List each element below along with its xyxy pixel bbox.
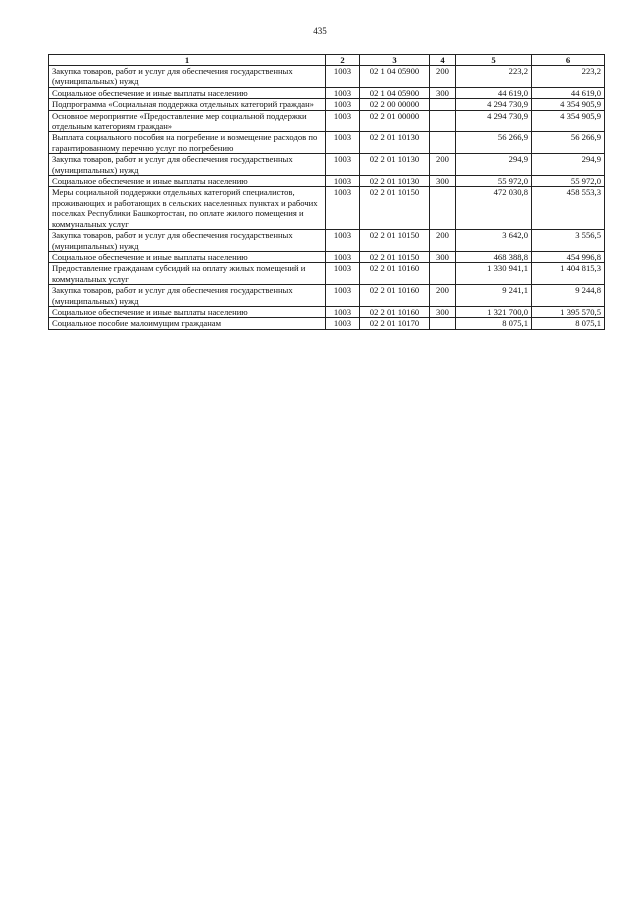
row-value-year1: 472 030,8 xyxy=(456,187,532,230)
row-code: 02 2 01 10160 xyxy=(360,306,430,317)
row-type: 300 xyxy=(430,306,456,317)
row-name: Выплата социального пособия на погребение и возмещение расходов по гарантированному перечню услуг по погребению xyxy=(49,132,326,154)
table-row xyxy=(49,251,605,262)
table-header-row xyxy=(49,55,605,66)
row-value-year2: 44 619,0 xyxy=(532,87,605,98)
table-row xyxy=(49,99,605,110)
row-type: 200 xyxy=(430,285,456,307)
column-header-3: 3 xyxy=(360,55,430,66)
row-type xyxy=(430,132,456,154)
row-name: Меры социальной поддержки отдельных категорий специалистов, проживающих и работающих в сельских населенных пунктах и рабочих поселках Республики Башкортостан, по оплате жилого помещения и коммунальных услуг xyxy=(49,187,326,230)
row-section: 1003 xyxy=(326,99,360,110)
column-header-4: 4 xyxy=(430,55,456,66)
row-code: 02 2 01 10130 xyxy=(360,132,430,154)
row-code: 02 2 01 10150 xyxy=(360,251,430,262)
row-section: 1003 xyxy=(326,87,360,98)
row-value-year2: 8 075,1 xyxy=(532,318,605,329)
row-section: 1003 xyxy=(326,66,360,88)
row-value-year1: 223,2 xyxy=(456,66,532,88)
row-section: 1003 xyxy=(326,318,360,329)
row-section: 1003 xyxy=(326,110,360,132)
row-code: 02 2 01 10170 xyxy=(360,318,430,329)
row-name: Основное мероприятие «Предоставление мер социальной поддержки отдельным категориям граждан» xyxy=(49,110,326,132)
row-code: 02 2 00 00000 xyxy=(360,99,430,110)
table-row xyxy=(49,263,605,285)
table-row xyxy=(49,187,605,230)
row-value-year2: 9 244,8 xyxy=(532,285,605,307)
page-number: 435 xyxy=(313,26,327,36)
row-value-year1: 3 642,0 xyxy=(456,230,532,252)
table-row xyxy=(49,176,605,187)
row-code: 02 1 04 05900 xyxy=(360,66,430,88)
row-section: 1003 xyxy=(326,251,360,262)
row-type xyxy=(430,318,456,329)
row-code: 02 2 01 10150 xyxy=(360,230,430,252)
row-value-year1: 55 972,0 xyxy=(456,176,532,187)
row-value-year1: 1 321 700,0 xyxy=(456,306,532,317)
row-section: 1003 xyxy=(326,230,360,252)
row-section: 1003 xyxy=(326,132,360,154)
row-value-year2: 1 404 815,3 xyxy=(532,263,605,285)
row-value-year2: 56 266,9 xyxy=(532,132,605,154)
row-code: 02 2 01 10160 xyxy=(360,285,430,307)
table-row xyxy=(49,230,605,252)
row-value-year1: 44 619,0 xyxy=(456,87,532,98)
table-row xyxy=(49,285,605,307)
row-value-year2: 454 996,8 xyxy=(532,251,605,262)
budget-table xyxy=(48,54,605,330)
row-type xyxy=(430,110,456,132)
row-name: Социальное обеспечение и иные выплаты населению xyxy=(49,87,326,98)
table-row xyxy=(49,154,605,176)
row-section: 1003 xyxy=(326,285,360,307)
row-type: 300 xyxy=(430,87,456,98)
row-value-year2: 223,2 xyxy=(532,66,605,88)
table-row xyxy=(49,87,605,98)
table-row xyxy=(49,318,605,329)
column-header-1: 1 xyxy=(49,55,326,66)
column-header-6: 6 xyxy=(532,55,605,66)
row-type: 200 xyxy=(430,230,456,252)
row-type xyxy=(430,263,456,285)
row-name: Закупка товаров, работ и услуг для обеспечения государственных (муниципальных) нужд xyxy=(49,230,326,252)
row-value-year2: 1 395 570,5 xyxy=(532,306,605,317)
row-code: 02 2 01 10130 xyxy=(360,154,430,176)
row-value-year1: 294,9 xyxy=(456,154,532,176)
row-value-year1: 468 388,8 xyxy=(456,251,532,262)
row-section: 1003 xyxy=(326,263,360,285)
row-name: Социальное обеспечение и иные выплаты населению xyxy=(49,176,326,187)
table-row xyxy=(49,132,605,154)
row-value-year1: 4 294 730,9 xyxy=(456,99,532,110)
row-value-year2: 4 354 905,9 xyxy=(532,99,605,110)
row-type: 300 xyxy=(430,176,456,187)
row-value-year2: 4 354 905,9 xyxy=(532,110,605,132)
row-section: 1003 xyxy=(326,306,360,317)
row-type xyxy=(430,187,456,230)
row-type: 200 xyxy=(430,154,456,176)
row-name: Закупка товаров, работ и услуг для обеспечения государственных (муниципальных) нужд xyxy=(49,66,326,88)
row-value-year1: 8 075,1 xyxy=(456,318,532,329)
row-name: Подпрограмма «Социальная поддержка отдельных категорий граждан» xyxy=(49,99,326,110)
row-value-year2: 294,9 xyxy=(532,154,605,176)
row-code: 02 2 01 10130 xyxy=(360,176,430,187)
table-row xyxy=(49,110,605,132)
row-section: 1003 xyxy=(326,176,360,187)
row-name: Закупка товаров, работ и услуг для обеспечения государственных (муниципальных) нужд xyxy=(49,154,326,176)
table-row xyxy=(49,66,605,88)
row-type xyxy=(430,99,456,110)
row-value-year1: 56 266,9 xyxy=(456,132,532,154)
row-name: Социальное обеспечение и иные выплаты населению xyxy=(49,251,326,262)
row-section: 1003 xyxy=(326,154,360,176)
row-code: 02 2 01 10160 xyxy=(360,263,430,285)
row-value-year1: 9 241,1 xyxy=(456,285,532,307)
row-section: 1003 xyxy=(326,187,360,230)
row-value-year1: 4 294 730,9 xyxy=(456,110,532,132)
column-header-2: 2 xyxy=(326,55,360,66)
row-name: Закупка товаров, работ и услуг для обеспечения государственных (муниципальных) нужд xyxy=(49,285,326,307)
row-code: 02 2 01 00000 xyxy=(360,110,430,132)
table-row xyxy=(49,306,605,317)
row-value-year2: 3 556,5 xyxy=(532,230,605,252)
row-value-year2: 55 972,0 xyxy=(532,176,605,187)
row-code: 02 2 01 10150 xyxy=(360,187,430,230)
column-header-5: 5 xyxy=(456,55,532,66)
row-type: 300 xyxy=(430,251,456,262)
row-type: 200 xyxy=(430,66,456,88)
row-value-year1: 1 330 941,1 xyxy=(456,263,532,285)
row-code: 02 1 04 05900 xyxy=(360,87,430,98)
table-body xyxy=(49,66,605,330)
row-name: Предоставление гражданам субсидий на оплату жилых помещений и коммунальных услуг xyxy=(49,263,326,285)
row-value-year2: 458 553,3 xyxy=(532,187,605,230)
row-name: Социальное пособие малоимущим гражданам xyxy=(49,318,326,329)
row-name: Социальное обеспечение и иные выплаты населению xyxy=(49,306,326,317)
